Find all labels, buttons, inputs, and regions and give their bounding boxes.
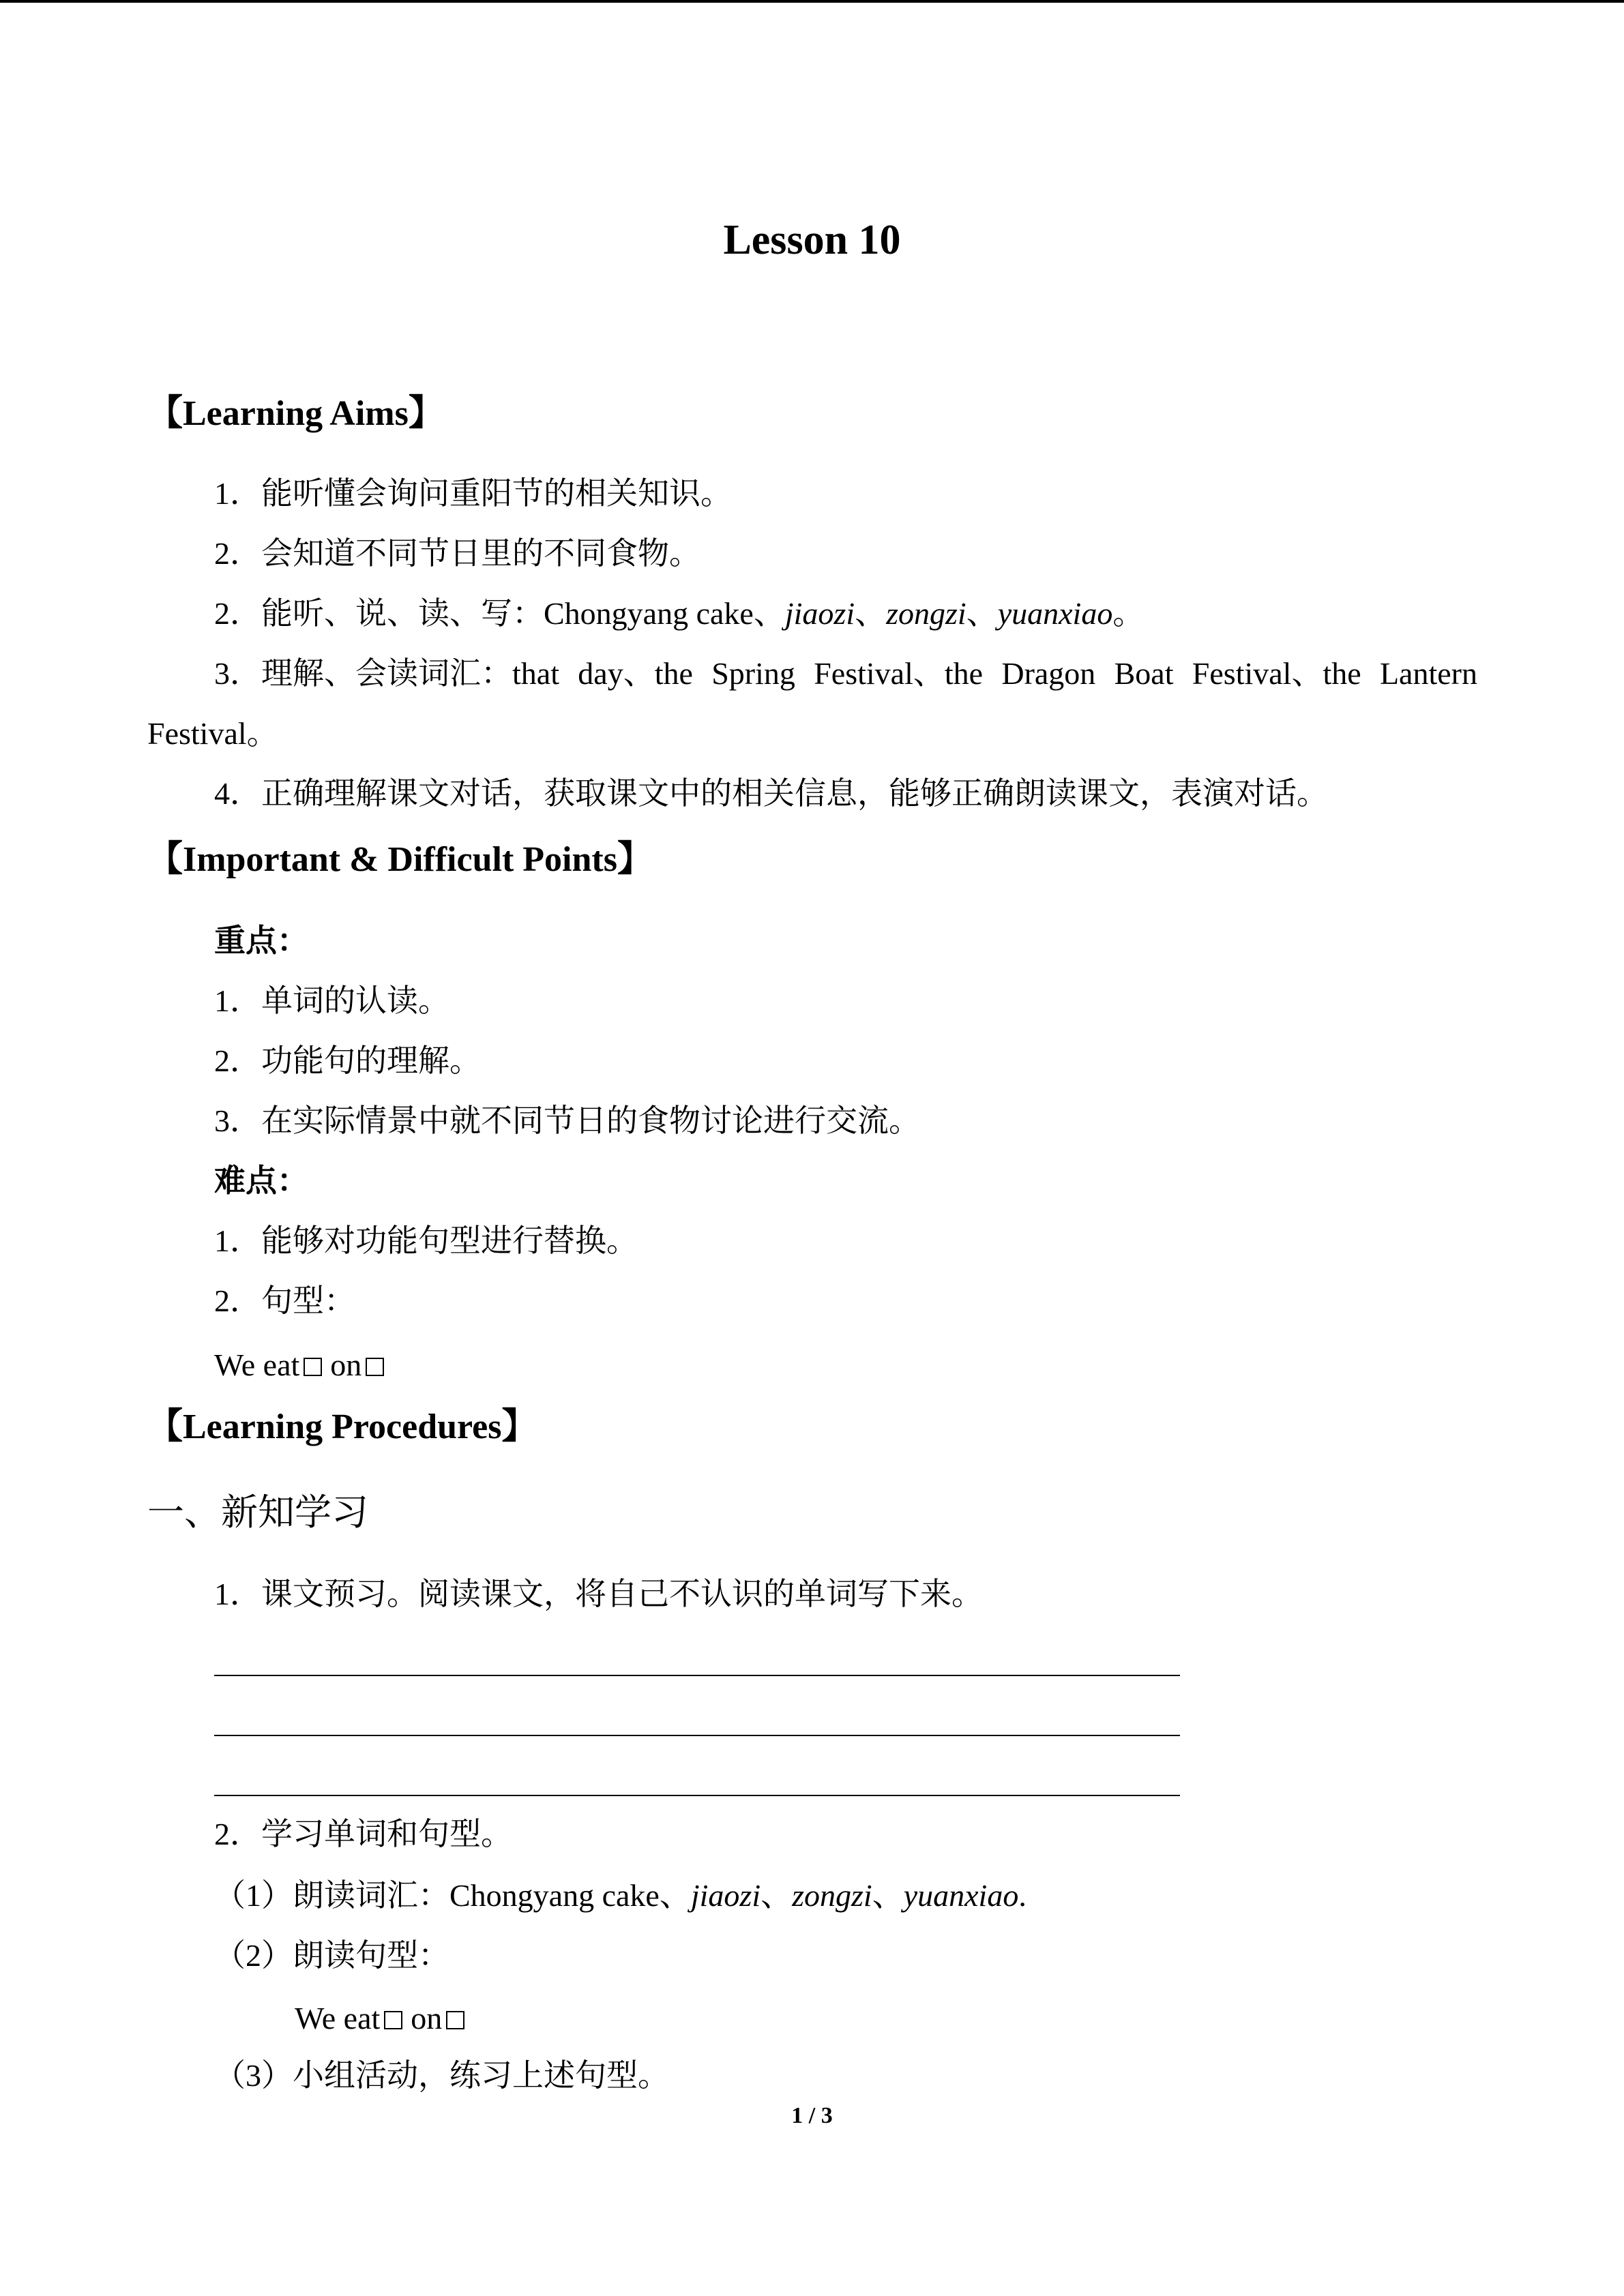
aim-item-4-continued: Festival。 <box>147 716 278 751</box>
step-2-1: （1）朗读词汇：Chongyang cake、jiaozi、zongzi、yuanxiao. <box>214 1878 1027 1913</box>
sentence-pattern: We eat on <box>214 1345 392 1386</box>
aim-item-5: 4．正确理解课文对话，获取课文中的相关信息，能够正确朗读课文，表演对话。 <box>214 776 1328 811</box>
key-points-label: 重点： <box>214 923 308 958</box>
points-heading: 【Important & Difficult Points】 <box>147 840 653 879</box>
step-1: 1．课文预习。阅读课文，将自己不认识的单词写下来。 <box>214 1577 983 1611</box>
learning-aims-heading: 【Learning Aims】 <box>147 394 444 433</box>
step-2-3: （3）小组活动，练习上述句型。 <box>214 2058 669 2093</box>
blank-box-icon <box>384 2011 402 2029</box>
blank-box-icon <box>304 1358 322 1376</box>
key-point-1: 1．单词的认读。 <box>214 983 449 1018</box>
difficult-point-2: 2．句型： <box>214 1283 355 1318</box>
section-title: 一、新知学习 <box>147 1492 368 1533</box>
blank-box-icon <box>446 2011 464 2029</box>
page-number: 1 / 3 <box>791 2103 833 2128</box>
aim-item-1: 1．能听懂会询问重阳节的相关知识。 <box>214 476 732 511</box>
aim-item-3: 2．能听、说、读、写：Chongyang cake、jiaozi、zongzi、yuanxiao。 <box>214 596 1145 631</box>
top-border <box>0 0 1624 3</box>
blank-box-icon <box>366 1358 384 1376</box>
step-2: 2．学习单词和句型。 <box>214 1817 512 1851</box>
difficult-points-label: 难点： <box>214 1163 308 1198</box>
answer-line-2 <box>214 1735 1180 1736</box>
answer-line-3 <box>214 1795 1180 1796</box>
difficult-point-1: 1．能够对功能句型进行替换。 <box>214 1223 638 1258</box>
step-2-2: （2）朗读句型： <box>214 1938 449 1973</box>
aim-item-2: 2．会知道不同节日里的不同食物。 <box>214 536 700 571</box>
sentence-pattern-2: We eat on <box>295 1998 473 2039</box>
key-point-3: 3．在实际情景中就不同节日的食物讨论进行交流。 <box>214 1103 920 1138</box>
page-title: Lesson 10 <box>723 217 901 263</box>
aim-item-4: 3．理解、会读词汇：that day、the Spring Festival、the Dragon Boat Festival、the Lantern <box>214 656 1477 691</box>
key-point-2: 2．功能句的理解。 <box>214 1043 481 1078</box>
answer-line-1 <box>214 1675 1180 1676</box>
procedures-heading: 【Learning Procedures】 <box>147 1407 537 1446</box>
